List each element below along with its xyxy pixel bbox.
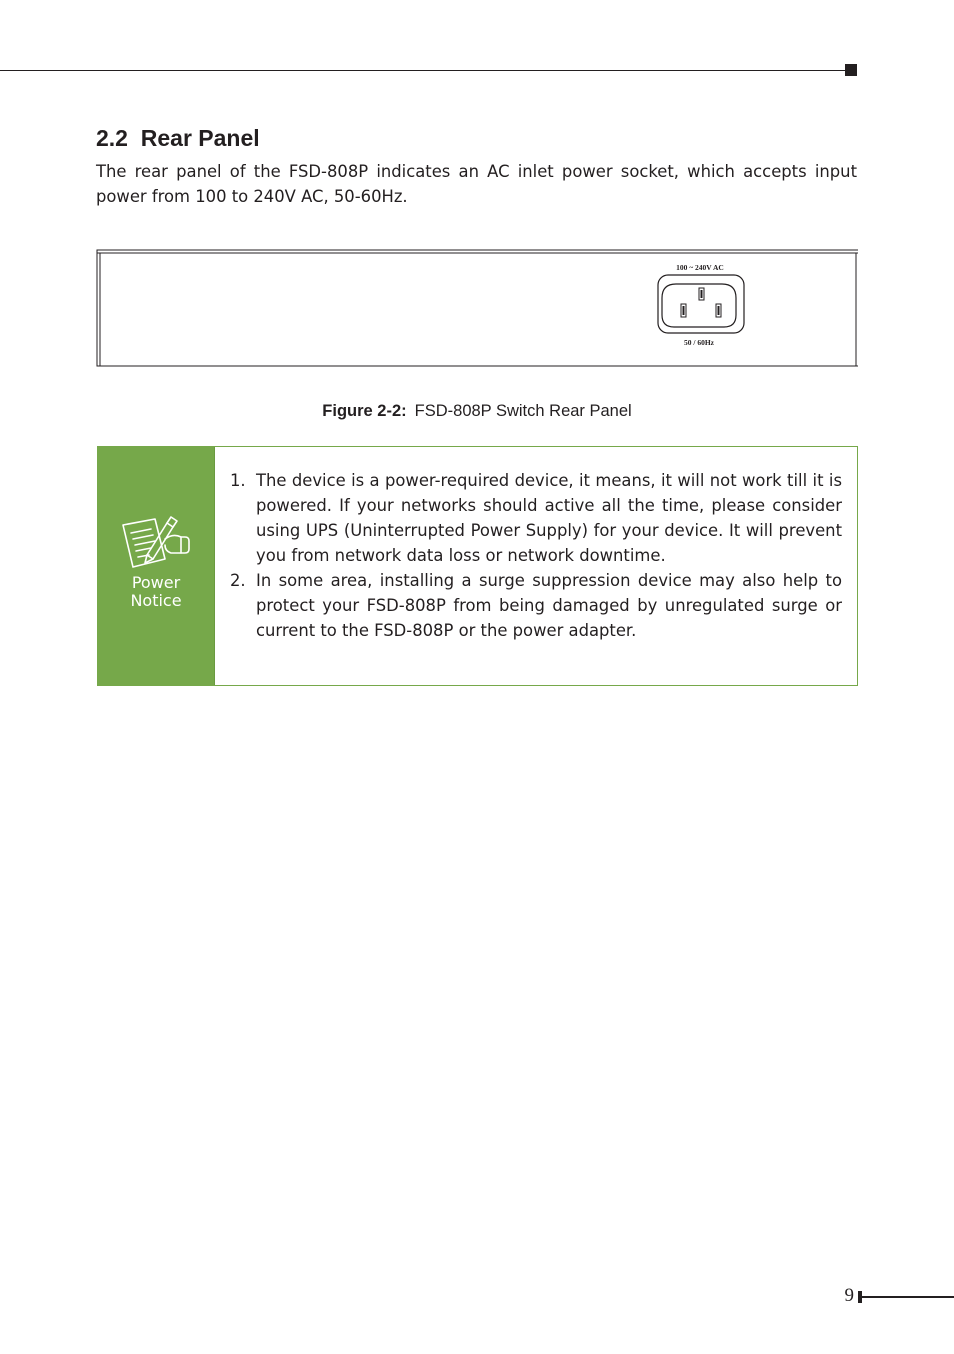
section-number: 2.2 [96,125,128,151]
notice-item-text: In some area, installing a surge suppression device may also help to protect your FSD-808P from being damaged by unregulated surge or current to the FSD-808P or the power adapter. [256,571,842,640]
ac-inlet-socket-icon [658,275,744,333]
figure-caption [0,400,954,422]
notice-label-line1: Power [131,573,181,592]
notice-item-2 [230,568,842,643]
notice-item-text: The device is a power-required device, it means, it will not work till it is powered. If your networks should active all the time, please consider using UPS (Uninterrupted Power Supply) for your device. It will prevent you from network data loss or network downtime. [256,471,842,565]
figure-caption-text: FSD-808P Switch Rear Panel [414,402,632,420]
figure-label: Figure 2-2: [322,402,407,420]
notice-label-line2: Notice [130,591,182,610]
notice-sidebar [98,447,215,685]
notice-item-number: 2. [230,571,246,590]
notice-body [230,468,842,643]
power-notice-box [97,446,858,686]
rear-panel-illustration [96,249,858,367]
section-title [96,124,260,152]
section-intro: The rear panel of the FSD-808P indicates an AC inlet power socket, which accepts input power from 100 to 240V AC, 50-60Hz. [96,162,857,206]
header-rule [0,70,846,71]
page-number: 9 [844,1285,854,1306]
notice-item-number: 1. [230,471,246,490]
frequency-label: 50 / 60Hz [684,338,714,347]
footer-rule [862,1296,954,1298]
section-heading: Rear Panel [140,125,260,151]
header-square-marker [845,64,857,76]
note-writing-icon [121,515,191,571]
voltage-label: 100 ~ 240V AC [676,263,724,272]
notice-label [98,574,214,610]
notice-item-1 [230,468,842,568]
